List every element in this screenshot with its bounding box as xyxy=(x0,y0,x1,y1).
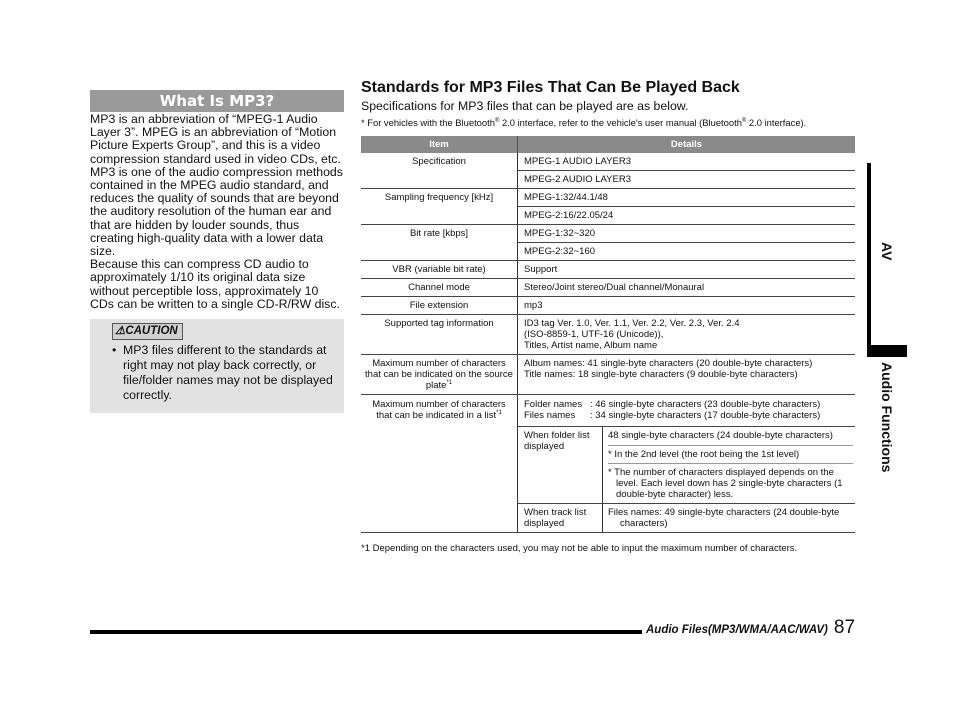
detail-line: ID3 tag Ver. 1.0, Ver. 1.1, Ver. 2.2, Ver. 2.3, Ver. 2.4 xyxy=(524,318,740,329)
detail-cell xyxy=(518,395,856,427)
footnote-ref: *1 xyxy=(446,379,453,386)
note-text: 2.0 interface). xyxy=(746,117,807,128)
side-tab-chapter: Audio Functions xyxy=(879,362,895,473)
detail-line: 48 single-byte characters (24 double-byte characters) xyxy=(608,430,853,446)
bullet: • xyxy=(112,343,117,358)
sub-item-cell: When folder list displayed xyxy=(518,427,603,504)
detail-cell xyxy=(518,315,856,355)
detail-cell: MPEG-1:32/44.1/48 xyxy=(518,189,856,207)
detail-line: Album names: 41 single-byte characters (20 double-byte characters) xyxy=(524,358,813,369)
detail-cell: Stereo/Joint stereo/Dual channel/Monaural xyxy=(518,279,856,297)
detail-cell: MPEG-2 AUDIO LAYER3 xyxy=(518,171,856,189)
footer-rule xyxy=(90,630,642,634)
item-cell: Sampling frequency [kHz] xyxy=(361,189,518,225)
item-cell xyxy=(361,355,518,395)
mp3-spec-table xyxy=(361,136,855,533)
item-cell: Specification xyxy=(361,153,518,189)
section-subtitle: Specifications for MP3 files that can be played are as below. xyxy=(361,99,689,113)
detail-line: Files names: 49 single-byte characters (24 double-byte characters) xyxy=(608,507,840,529)
item-label: Maximum number of characters that can be indicated on the source plate xyxy=(365,358,513,391)
detail-cell xyxy=(518,355,856,395)
detail-value: : 34 single-byte characters (17 double-byte characters) xyxy=(590,410,821,421)
caution-body: MP3 files different to the standards at right may not play back correctly, or file/folder names may not be displayed correctly. xyxy=(123,343,333,403)
detail-line: Titles, Artist name, Album name xyxy=(524,340,658,351)
detail-label: Folder names xyxy=(524,399,583,410)
detail-line: Title names: 18 single-byte characters (9 double-byte characters) xyxy=(524,369,798,380)
detail-cell: MPEG-1:32~320 xyxy=(518,225,856,243)
caution-badge xyxy=(112,323,183,340)
paragraph: MP3 is an abbreviation of “MPEG-1 Audio Layer 3”. MPEG is an abbreviation of “Motion Picture Experts Group”, and this is a video compression standard used in video CDs, etc. MP3 is one of the audio compression methods contained in the MPEG audio standard, and reduces the quality of sounds that are beyond the auditory resolution of the human ear and that are hidden by louder sounds, thus creating high-quality data with a lower data size. xyxy=(90,112,343,259)
right-column xyxy=(361,78,855,555)
item-cell xyxy=(361,395,518,533)
caution-text xyxy=(112,343,338,403)
intro-text xyxy=(90,113,344,311)
header-item: Item xyxy=(361,136,518,153)
detail-cell xyxy=(603,427,856,504)
detail-line: (ISO-8859-1, UTF-16 (Unicode)), xyxy=(524,329,664,340)
item-cell: Supported tag information xyxy=(361,315,518,355)
detail-value: : 46 single-byte characters (23 double-byte characters) xyxy=(590,399,821,410)
sub-item-cell: When track list displayed xyxy=(518,504,603,533)
section-title: Standards for MP3 Files That Can Be Played Back xyxy=(361,79,740,96)
detail-cell: MPEG-2:32~160 xyxy=(518,243,856,261)
detail-cell xyxy=(603,504,856,533)
detail-note: * In the 2nd level (the root being the 1st level) xyxy=(608,446,853,464)
item-cell: Bit rate [kbps] xyxy=(361,225,518,261)
header-details: Details xyxy=(518,136,856,153)
detail-cell: Support xyxy=(518,261,856,279)
detail-cell: MPEG-2:16/22.05/24 xyxy=(518,207,856,225)
footer-title: Audio Files(MP3/WMA/AAC/WAV) xyxy=(646,624,828,636)
detail-cell: MPEG-1 AUDIO LAYER3 xyxy=(518,153,856,171)
caution-label: CAUTION xyxy=(125,325,178,338)
page-number: 87 xyxy=(833,617,856,638)
note-text: 2.0 interface, refer to the vehicle's user manual (Bluetooth xyxy=(499,117,742,128)
side-tab-marker xyxy=(867,345,907,357)
footnote-ref: *1 xyxy=(496,409,502,416)
caution-box xyxy=(90,319,344,413)
paragraph: Because this can compress CD audio to approximately 1/10 its original data size without perceptible loss, approximately 10 CDs can be written to a single CD-R/RW disc. xyxy=(90,257,340,311)
bluetooth-note xyxy=(361,116,855,130)
section-heading: What Is MP3? xyxy=(90,90,344,112)
side-tab-bar xyxy=(867,163,871,357)
left-column xyxy=(90,90,344,413)
registered-mark: ® xyxy=(741,117,747,124)
item-cell: VBR (variable bit rate) xyxy=(361,261,518,279)
footer xyxy=(646,617,866,639)
note-text: * For vehicles with the Bluetooth xyxy=(361,117,495,128)
item-label: Maximum number of characters that can be indicated in a list xyxy=(372,399,506,421)
registered-mark: ® xyxy=(494,117,500,124)
detail-note: * The number of characters displayed depends on the level. Each level down has 2 single-byte characters (1 double-byte character) less. xyxy=(608,467,843,500)
table-footnote: *1 Depending on the characters used, you may not be able to input the maximum number of characters. xyxy=(361,543,798,554)
detail-label: Files names xyxy=(524,410,576,421)
detail-cell: mp3 xyxy=(518,297,856,315)
item-cell: File extension xyxy=(361,297,518,315)
warning-triangle-icon: ⚠ xyxy=(115,325,126,338)
side-tab-section: AV xyxy=(879,242,895,261)
item-cell: Channel mode xyxy=(361,279,518,297)
